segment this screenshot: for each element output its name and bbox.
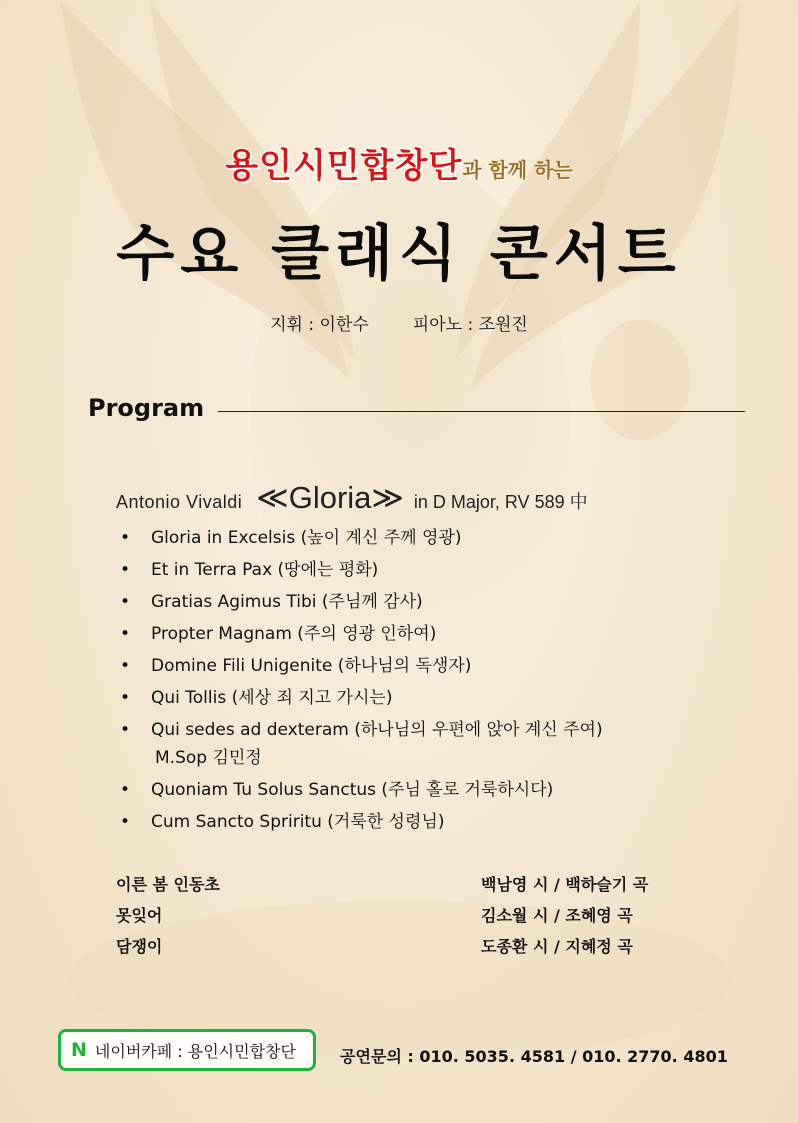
bullet: • (120, 624, 131, 644)
concert-title: 수요 클래식 콘서트 (116, 219, 682, 289)
song-credit: 김소월 시 / 조혜영 곡 (481, 906, 633, 925)
list-item (116, 686, 603, 718)
bullet: • (120, 592, 131, 612)
pianist-credit: 피아노 : 조원진 (412, 315, 528, 335)
movement-title: Qui sedes ad dexteram (하나님의 우편에 앉아 계신 주여) (151, 720, 603, 740)
song-title: 담쟁이 (116, 937, 163, 956)
movement-title: Domine Fili Unigenite (하나님의 독생자) (151, 656, 472, 676)
movement-title: Cum Sancto Spriritu (거룩한 성령님) (151, 812, 445, 832)
list-item (116, 622, 603, 654)
song-row (116, 903, 676, 934)
performer-credits (0, 310, 798, 335)
movement-title: Gloria in Excelsis (높이 계신 주께 영광) (151, 528, 462, 548)
composer: Antonio Vivaldi (116, 492, 243, 512)
song-credit: 백남영 시 / 백하슬기 곡 (481, 875, 649, 894)
list-item (116, 558, 603, 590)
program-divider (218, 411, 745, 412)
list-item (116, 718, 603, 778)
bullet: • (120, 688, 131, 708)
song-row (116, 872, 676, 903)
movement-title: Qui Tollis (세상 죄 지고 가시는) (151, 688, 393, 708)
work-title: ≪Gloria≫ (256, 480, 404, 515)
with-text: 과 함께 하는 (462, 158, 573, 182)
bullet: • (120, 560, 131, 580)
bullet: • (120, 528, 131, 548)
bullet: • (120, 780, 131, 800)
bullet: • (120, 720, 131, 740)
movement-title: Propter Magnam (주의 영광 인하여) (151, 624, 437, 644)
program-heading: Program (88, 394, 205, 422)
list-item (116, 526, 603, 558)
soloist-credit: M.Sop 김민정 (155, 748, 262, 768)
song-title: 못잊어 (116, 906, 163, 925)
movement-title: Gratias Agimus Tibi (주님께 감사) (151, 592, 423, 612)
work-line (116, 480, 588, 516)
work-subtitle: in D Major, RV 589 中 (413, 492, 588, 512)
bullet: • (120, 656, 131, 676)
bullet: • (120, 812, 131, 832)
song-title: 이른 봄 인동초 (116, 875, 220, 894)
list-item (116, 590, 603, 622)
list-item (116, 778, 603, 810)
cafe-text: 네이버카페 : 용인시민합창단 (94, 1041, 296, 1061)
movement-title: Quoniam Tu Solus Sanctus (주님 홀로 거룩하시다) (151, 780, 554, 800)
naver-n-icon: N (71, 1039, 87, 1061)
list-item (116, 810, 603, 842)
song-credit: 도종환 시 / 지혜정 곡 (481, 937, 633, 956)
song-row (116, 934, 676, 965)
choir-name: 용인시민합창단 (225, 146, 463, 186)
song-list (116, 872, 676, 965)
conductor-credit: 지휘 : 이한수 (270, 315, 369, 335)
list-item (116, 654, 603, 686)
movement-list (116, 526, 603, 842)
header-line (0, 138, 798, 187)
contact-info: 공연문의 : 010. 5035. 4581 / 010. 2770. 4801 (340, 1047, 728, 1066)
naver-cafe-badge (58, 1029, 316, 1071)
movement-title: Et in Terra Pax (땅에는 평화) (151, 560, 379, 580)
